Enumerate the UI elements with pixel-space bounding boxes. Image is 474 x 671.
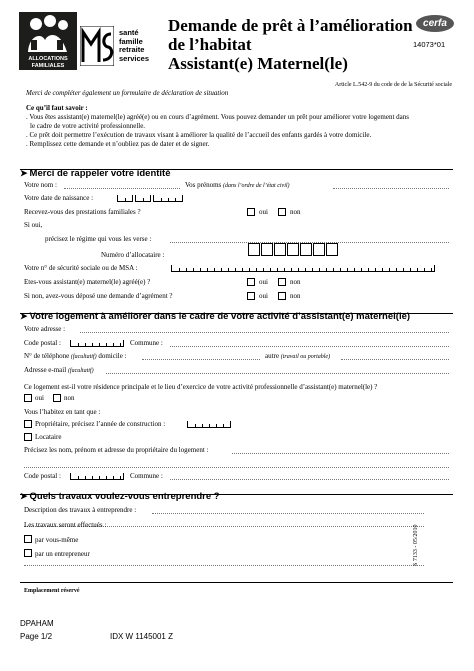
label-commune: Commune :	[130, 339, 163, 347]
residence-non-checkbox[interactable]	[53, 394, 61, 402]
field-tick	[396, 268, 397, 271]
label-nom: Votre nom :	[24, 181, 57, 189]
label-agrement: Si non, avez-vous déposé une demande d’agrément ?	[24, 292, 173, 300]
cerfa-label: cerfa	[423, 18, 447, 29]
adresse-field[interactable]	[80, 332, 449, 333]
field-tick	[161, 198, 162, 201]
field-tick	[382, 268, 383, 271]
label-adresse: Votre adresse :	[24, 325, 66, 333]
field-tick	[99, 343, 100, 346]
description-field[interactable]	[152, 513, 424, 514]
field-tick	[216, 424, 217, 427]
residence-oui-label: oui	[35, 394, 44, 402]
nom-field[interactable]	[64, 188, 180, 189]
label-description: Description des travaux à entreprendre :	[24, 506, 137, 514]
telephone-autre-field[interactable]	[341, 359, 449, 360]
footer-code: DPAHAM	[20, 619, 54, 628]
field-tick	[195, 424, 196, 427]
proprio-info-field[interactable]	[232, 453, 449, 454]
allocataire-digit[interactable]	[287, 243, 299, 256]
locataire-checkbox[interactable]	[24, 433, 32, 441]
question-residence: Ce logement est-il votre résidence principale et le lieu d’exercice de votre activité professionnelle d’assistant(e) maternel(le) ?	[24, 383, 378, 391]
info-bullet: . Vous êtes assistant(e) maternel(le) agréé(e) ou en cours d’agrément. Vous pouvez demander un prêt pour améliorer votre logement dans	[26, 113, 409, 121]
msa-taglines	[119, 29, 149, 64]
footer-page: Page 1/2	[20, 632, 53, 641]
field-tick	[186, 268, 187, 271]
field-tick	[85, 476, 86, 479]
allocataire-digit[interactable]	[261, 243, 273, 256]
field-tick	[291, 268, 292, 271]
prestations-oui-label: oui	[259, 208, 268, 216]
arrow-icon: ➤	[20, 311, 28, 321]
field-tick	[361, 268, 362, 271]
field-tick	[249, 268, 250, 271]
vous-meme-checkbox[interactable]	[24, 535, 32, 543]
info-bullet: . Ce prêt doit permettre l’exécution de travaux visant à améliorer la qualité de l’accueil des enfants gardés à votre domicile.	[26, 131, 372, 139]
field-tick	[202, 424, 203, 427]
entrepreneur-checkbox[interactable]	[24, 549, 32, 557]
agrement-oui-checkbox[interactable]	[247, 292, 255, 300]
email-field[interactable]	[106, 373, 449, 374]
prestations-non-label: non	[290, 208, 301, 216]
code-postal-field[interactable]	[70, 340, 124, 347]
form-title	[168, 16, 413, 73]
label-locataire: Locataire	[35, 433, 62, 441]
agree-non-label: non	[290, 278, 301, 286]
field-tick	[410, 268, 411, 271]
field-tick	[375, 268, 376, 271]
prenoms-hint: (dans l’ordre de l’état civil)	[222, 183, 290, 189]
label-effectues: Les travaux seront effectués :	[24, 521, 107, 529]
caf-logo-text: ALLOCATIONS FAMILIALES	[28, 56, 68, 69]
field-tick	[305, 268, 306, 271]
field-tick	[354, 268, 355, 271]
msa-line: santé	[119, 28, 139, 37]
field-tick	[99, 476, 100, 479]
naissance-month[interactable]	[135, 195, 151, 202]
label-si-oui: Si oui,	[24, 221, 43, 229]
label-prenoms	[185, 181, 290, 190]
field-tick	[221, 268, 222, 271]
field-tick	[340, 268, 341, 271]
field-tick	[200, 268, 201, 271]
field-tick	[228, 268, 229, 271]
field-tick	[168, 198, 169, 201]
msa-line: retraite	[119, 45, 145, 55]
field-tick	[85, 343, 86, 346]
field-tick	[389, 268, 390, 271]
section-logement-label: Votre logement à améliorer dans le cadre de votre activité d’assistant(e) maternel(le)	[29, 311, 411, 322]
autre-hint: (travail ou portable)	[280, 354, 331, 360]
agrement-non-label: non	[290, 292, 301, 300]
prestations-oui-checkbox[interactable]	[247, 208, 255, 216]
label-commune-2: Commune :	[130, 472, 163, 480]
label-proprio-info: Précisez les nom, prénom et adresse du propriétaire du logement :	[24, 446, 209, 454]
field-tick	[175, 198, 176, 201]
arrow-icon: ➤	[20, 168, 28, 178]
msa-logo-mark	[80, 26, 114, 66]
section-identity-title	[20, 168, 171, 179]
entrepreneur-field[interactable]	[24, 565, 424, 566]
field-tick	[125, 198, 126, 201]
field-tick	[78, 476, 79, 479]
field-tick	[113, 476, 114, 479]
label-telephone	[24, 352, 127, 361]
field-tick	[270, 268, 271, 271]
label-email	[24, 366, 94, 375]
allocataire-digit[interactable]	[326, 243, 338, 256]
title-line-3: Assistant(e) Maternel(le)	[168, 54, 348, 73]
label-code-postal-2: Code postal :	[24, 472, 61, 480]
naissance-year[interactable]	[153, 195, 183, 202]
field-tick	[319, 268, 320, 271]
field-tick	[417, 268, 418, 271]
allocataire-digit[interactable]	[248, 243, 260, 256]
field-tick	[347, 268, 348, 271]
agree-non-checkbox[interactable]	[278, 278, 286, 286]
label-naissance: Votre date de naissance :	[24, 194, 94, 202]
info-box	[20, 100, 452, 149]
caf-logo	[19, 12, 77, 70]
section-travaux-title	[20, 491, 220, 502]
residence-non-label: non	[64, 394, 75, 402]
section-logement-title	[20, 311, 410, 322]
field-tick	[120, 476, 121, 479]
field-tick	[179, 268, 180, 271]
legal-article: Article L.542-9 du code de de la Sécurité sociale	[334, 82, 452, 88]
field-tick	[424, 268, 425, 271]
proprio-info-field-2[interactable]	[24, 467, 449, 468]
residence-oui-checkbox[interactable]	[24, 394, 32, 402]
allocataire-digit[interactable]	[274, 243, 286, 256]
intro-note: Merci de compléter également un formulaire de déclaration de situation	[26, 89, 229, 97]
info-bullet: . Remplissez cette demande et n’oubliez pas de dater et de signer.	[26, 140, 210, 148]
field-tick	[120, 343, 121, 346]
field-tick	[207, 268, 208, 271]
field-tick	[113, 343, 114, 346]
field-tick	[235, 268, 236, 271]
field-tick	[242, 268, 243, 271]
footer-idx: IDX W 1145001 Z	[110, 632, 173, 641]
annee-construction-field[interactable]	[187, 421, 231, 428]
allocataire-digit[interactable]	[313, 243, 325, 256]
field-tick	[298, 268, 299, 271]
telephone-text: N° de téléphone	[24, 352, 70, 360]
msa-line: services	[119, 54, 150, 64]
section-travaux-label: Quels travaux voulez-vous entreprendre ?	[29, 491, 220, 502]
label-regime: précisez le régime qui vous les verse :	[45, 235, 152, 243]
title-line-2: de l’habitat	[168, 35, 252, 54]
reserved-divider	[20, 582, 453, 583]
commune-2-field[interactable]	[170, 479, 449, 480]
prestations-non-checkbox[interactable]	[278, 208, 286, 216]
field-tick	[333, 268, 334, 271]
field-tick	[143, 198, 144, 201]
field-tick	[209, 424, 210, 427]
info-heading: Ce qu’il faut savoir :	[26, 104, 88, 112]
allocataire-digit[interactable]	[300, 243, 312, 256]
field-tick	[263, 268, 264, 271]
label-prestations: Recevez-vous des prestations familiales ?	[24, 208, 141, 216]
agrement-oui-label: oui	[259, 292, 268, 300]
agrement-non-checkbox[interactable]	[278, 292, 286, 300]
cerfa-number: 14073*01	[413, 40, 446, 49]
telephone-hint: (facultatif)	[70, 354, 97, 360]
label-autre	[265, 352, 330, 361]
field-tick	[312, 268, 313, 271]
field-tick	[277, 268, 278, 271]
autre-text: autre	[265, 352, 279, 360]
field-tick	[284, 268, 285, 271]
field-tick	[106, 343, 107, 346]
telephone-domicile-field[interactable]	[142, 359, 260, 360]
field-tick	[92, 476, 93, 479]
field-tick	[78, 343, 79, 346]
field-tick	[214, 268, 215, 271]
field-tick	[256, 268, 257, 271]
field-tick	[106, 476, 107, 479]
naissance-day[interactable]	[117, 195, 133, 202]
proprietaire-checkbox[interactable]	[24, 420, 32, 428]
label-allocataire: Numéro d’allocataire :	[101, 251, 165, 259]
field-tick	[368, 268, 369, 271]
caf-logo-figures	[19, 12, 77, 56]
email-hint: (facultatif)	[67, 368, 94, 374]
label-habitez: Vous l’habitez en tant que :	[24, 408, 101, 416]
label-secu: Votre n° de sécurité sociale ou de MSA :	[24, 264, 138, 272]
prenoms-text: Vos prénoms	[185, 181, 222, 189]
prenoms-field[interactable]	[333, 188, 449, 189]
label-code-postal: Code postal :	[24, 339, 61, 347]
code-postal-2-field[interactable]	[70, 473, 124, 480]
agree-oui-label: oui	[259, 278, 268, 286]
field-tick	[431, 268, 432, 271]
email-text: Adresse e-mail	[24, 366, 67, 374]
label-agree: Etes-vous assistant(e) maternel(le) agréé(e) ?	[24, 278, 151, 286]
arrow-icon: ➤	[20, 491, 28, 501]
cerfa-logo	[416, 15, 454, 32]
domicile-text: domicile :	[98, 352, 127, 360]
field-tick	[403, 268, 404, 271]
field-tick	[193, 268, 194, 271]
field-tick	[223, 424, 224, 427]
secu-field[interactable]	[171, 265, 435, 272]
field-tick	[92, 343, 93, 346]
form-reference-vertical: S 7133 - 05/2010	[413, 524, 419, 566]
label-proprietaire: Propriétaire, précisez l’année de construction :	[35, 420, 166, 428]
info-bullet: le cadre de votre activité professionnelle.	[30, 122, 146, 130]
commune-field[interactable]	[170, 346, 449, 347]
reserved-label: Emplacement réservé	[24, 588, 80, 594]
agree-oui-checkbox[interactable]	[247, 278, 255, 286]
label-entrepreneur: par un entrepreneur	[35, 550, 90, 558]
field-tick	[326, 268, 327, 271]
label-vous-meme: par vous-même	[35, 536, 79, 544]
msa-line: famille	[119, 36, 143, 46]
title-line-1: Demande de prêt à l’amélioration	[168, 16, 413, 35]
section-identity-label: Merci de rappeler votre identité	[29, 168, 171, 179]
msa-logo	[80, 26, 114, 66]
